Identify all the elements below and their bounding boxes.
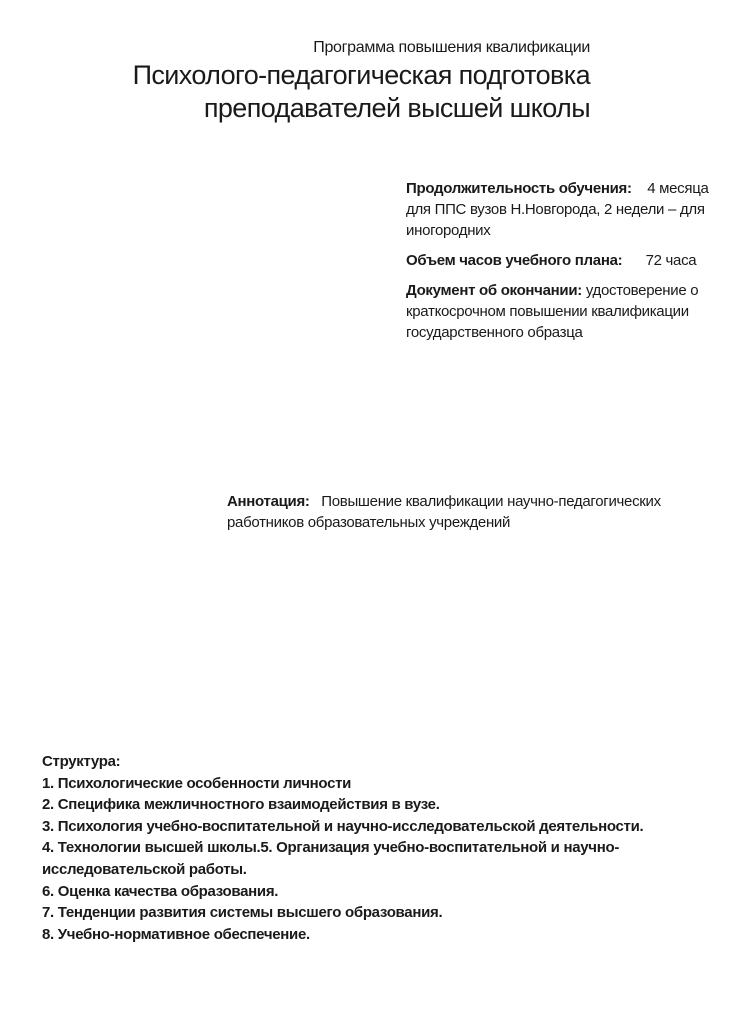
annotation-label: Аннотация: — [227, 493, 310, 510]
program-subtitle: Программа повышения квалификации — [313, 39, 590, 56]
structure-item: 4. Технологии высшей школы.5. Организация учебно-воспитательной и научно-исследовательской работы. — [42, 839, 620, 878]
title-line-1: Психолого-педагогическая подготовка — [132, 60, 590, 90]
structure-item: 7. Тенденции развития системы высшего образования. — [42, 904, 443, 922]
annotation — [227, 491, 727, 533]
hours-info — [406, 250, 736, 271]
structure-item: 8. Учебно-нормативное обеспечение. — [42, 925, 310, 943]
document-label: Документ об окончании: — [406, 282, 582, 299]
document-value: удостоверение о краткосрочном повышении квалификации государственного образца — [406, 282, 699, 341]
duration-label: Продолжительность обучения: — [406, 180, 632, 197]
structure-item: 1. Психологические особенности личности — [42, 774, 352, 792]
structure-section — [42, 751, 722, 945]
hours-value: 72 часа — [645, 252, 697, 269]
hours-label: Объем часов учебного плана: — [406, 252, 623, 269]
duration-info — [406, 178, 736, 241]
duration-value: 4 месяца для ППС вузов Н.Новгорода, 2 недели – для иногородних — [406, 180, 709, 239]
header — [133, 38, 590, 125]
structure-item: 2. Специфика межличностного взаимодействия в вузе. — [42, 796, 440, 814]
structure-item: 6. Оценка качества образования. — [42, 882, 279, 900]
structure-heading: Структура: — [42, 753, 121, 770]
annotation-text: Повышение квалификации научно-педагогических работников образовательных учреждений — [227, 493, 661, 531]
structure-item: 3. Психология учебно-воспитательной и научно-исследовательской деятельности. — [42, 817, 644, 835]
program-title — [133, 59, 590, 125]
document-info — [406, 280, 736, 343]
info-block — [406, 178, 736, 352]
title-line-2: преподавателей высшей школы — [203, 93, 590, 123]
